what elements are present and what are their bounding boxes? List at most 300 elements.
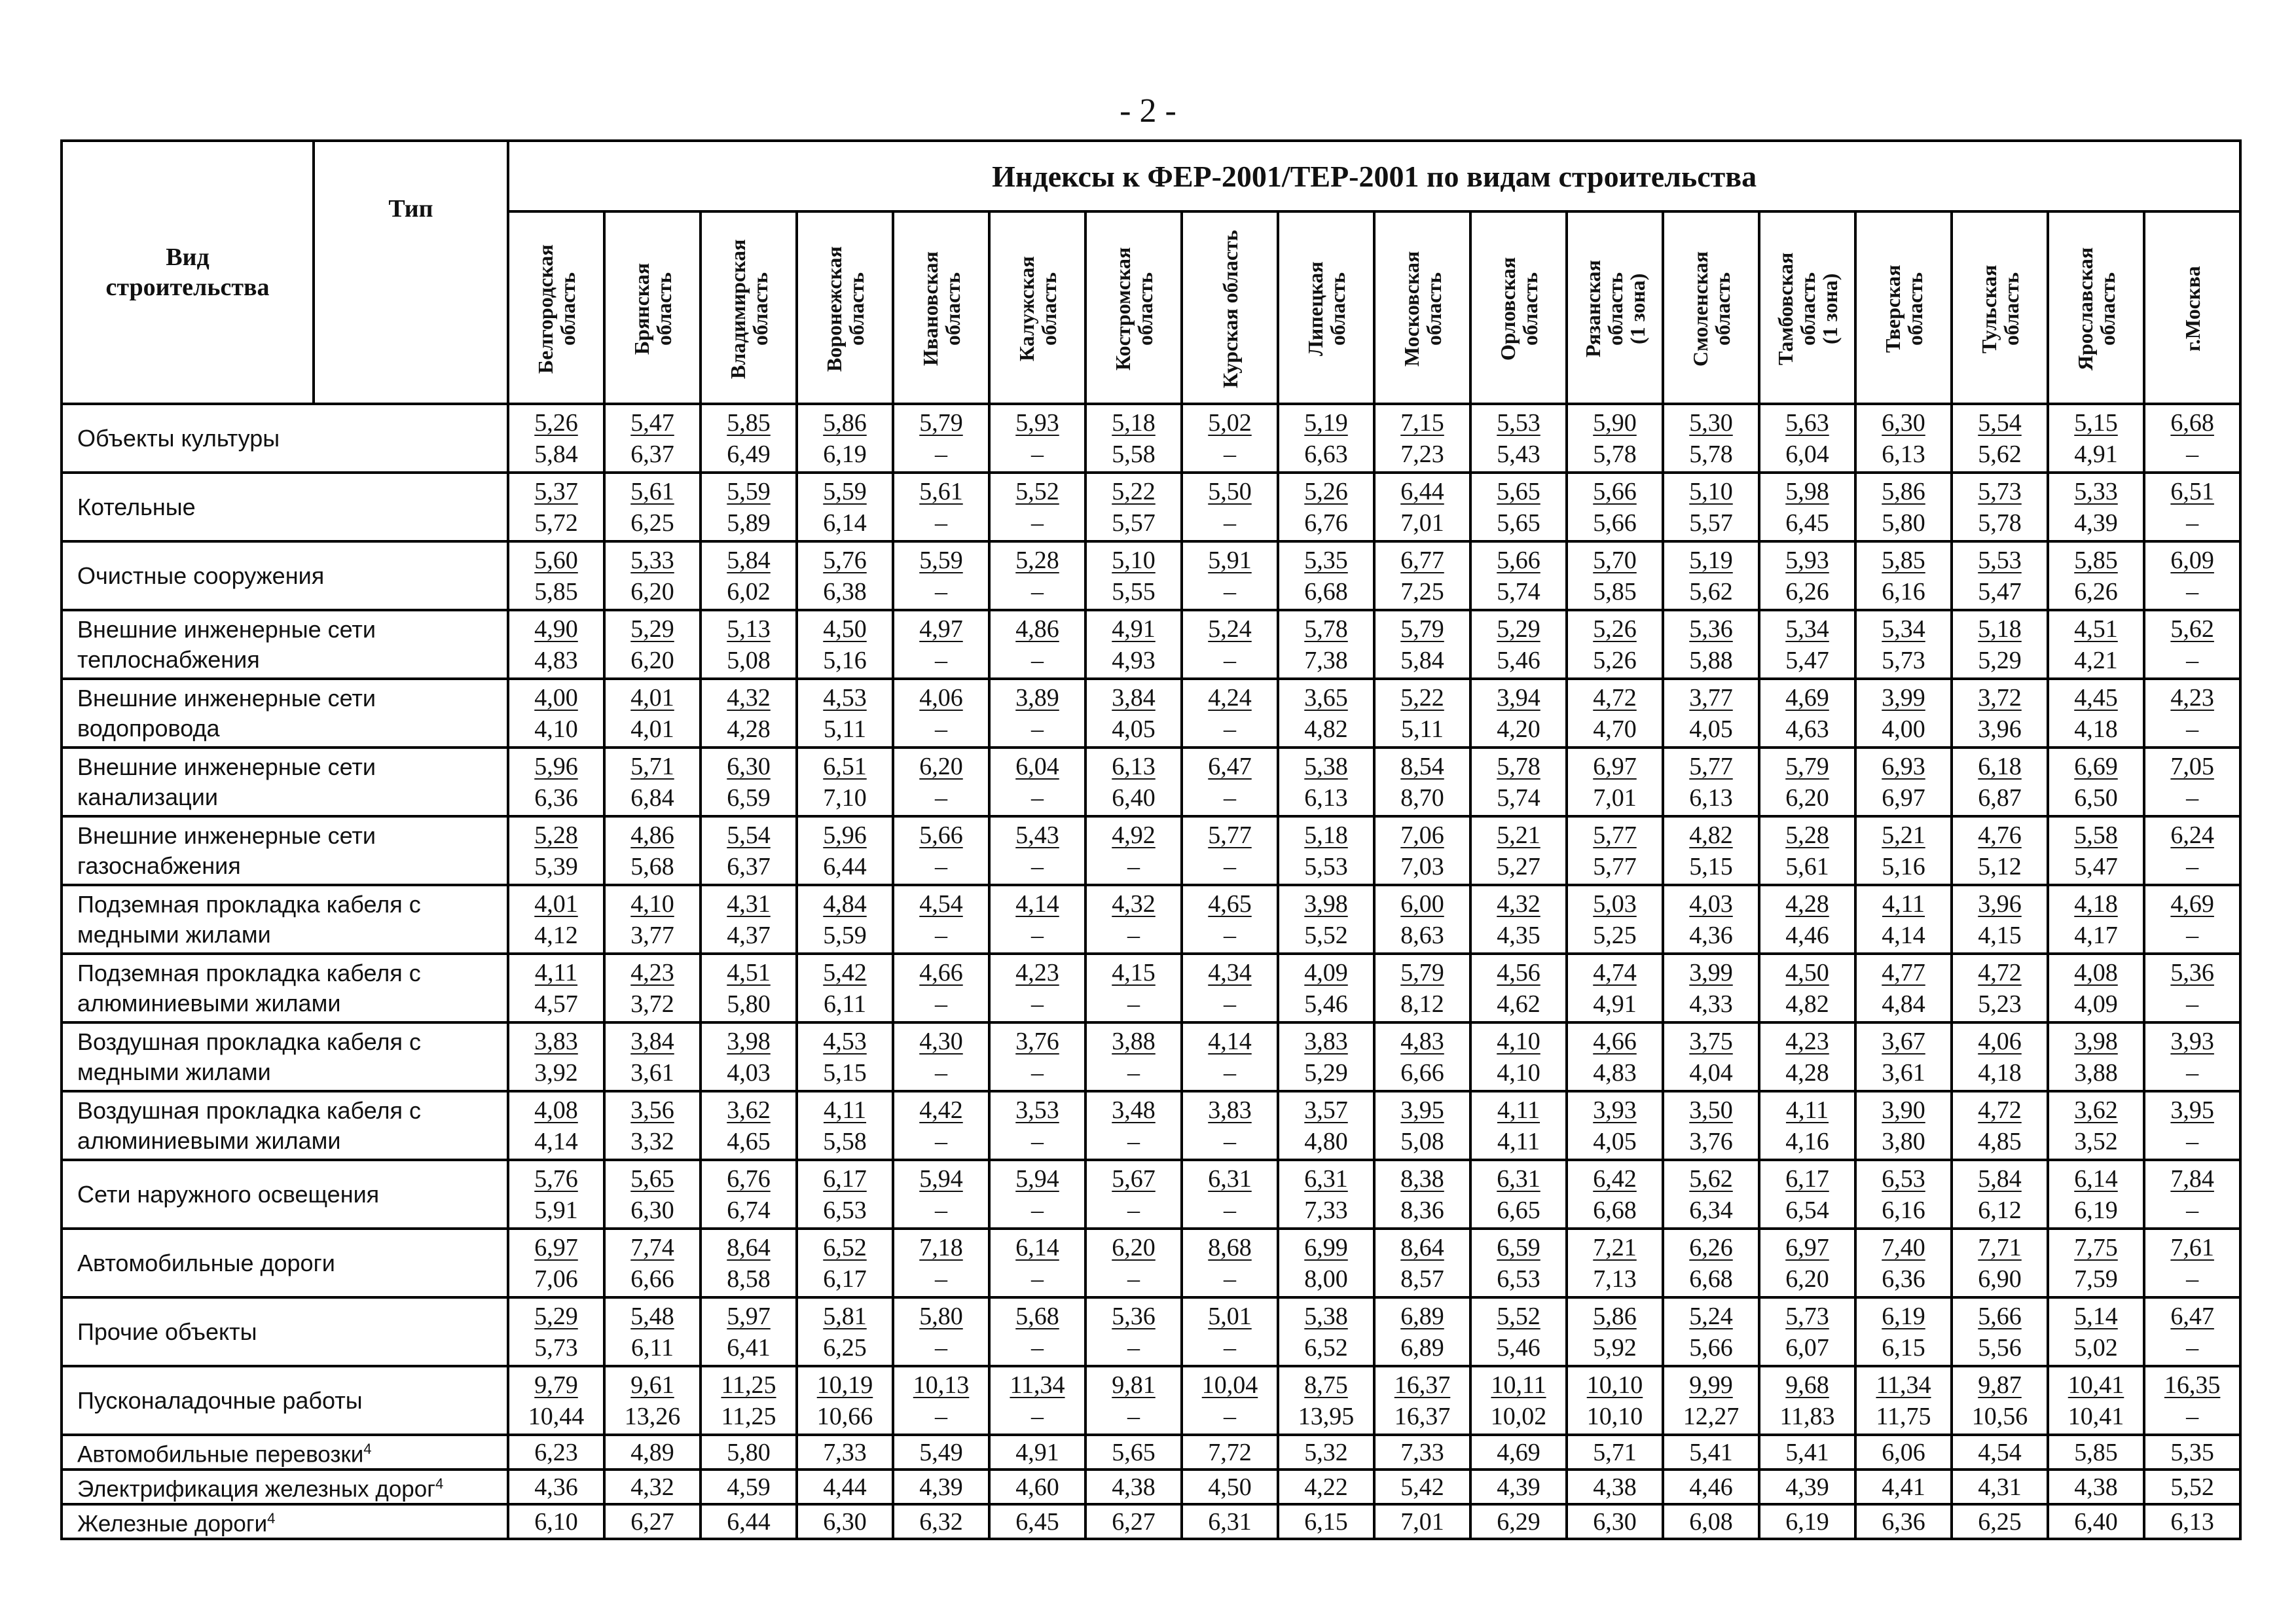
fer-index-value: 5,43 xyxy=(1015,821,1059,849)
fer-index-value: 6,42 xyxy=(1593,1164,1637,1193)
region-header xyxy=(2048,211,2144,404)
index-cell xyxy=(1374,885,1470,954)
ter-index-value: 8,00 xyxy=(1304,1265,1348,1293)
ter-index-value: – xyxy=(1127,1402,1140,1430)
ter-index-value: 6,36 xyxy=(1882,1265,1925,1293)
index-cell xyxy=(1085,404,1182,473)
ter-index-value: 7,38 xyxy=(1304,646,1348,674)
ter-index-value: – xyxy=(1224,577,1236,605)
fer-index-value: 5,61 xyxy=(630,477,674,505)
ter-index-value: 6,63 xyxy=(1304,440,1348,468)
ter-index-value: 6,59 xyxy=(727,784,771,812)
index-cell xyxy=(1855,541,1952,610)
ter-index-value: – xyxy=(1127,1265,1140,1293)
ter-index-value: – xyxy=(2186,440,2199,468)
ter-index-value: 5,27 xyxy=(1497,852,1540,880)
fer-index-value: 4,11 xyxy=(534,958,578,986)
fer-index-value: 5,19 xyxy=(1689,546,1733,574)
fer-index-value: 4,92 xyxy=(1112,821,1156,849)
index-cell xyxy=(2048,473,2144,541)
index-cell xyxy=(2048,610,2144,679)
ter-index-value: 6,11 xyxy=(630,1333,674,1362)
region-name: Ярославская область xyxy=(2073,247,2119,371)
index-cell xyxy=(893,610,989,679)
fer-index-value: 10,10 xyxy=(1586,1371,1643,1399)
ter-index-value: 6,76 xyxy=(1304,509,1348,537)
fer-index-value: 8,64 xyxy=(1400,1233,1444,1261)
fer-index-value: 5,52 xyxy=(1497,1302,1540,1330)
index-cell xyxy=(1567,610,1663,679)
fer-index-value: 5,10 xyxy=(1689,477,1733,505)
fer-index-value: 3,96 xyxy=(1978,890,2022,918)
index-cell xyxy=(1567,404,1663,473)
ter-index-value: 5,12 xyxy=(1978,852,2022,880)
construction-index-table xyxy=(60,139,2242,1540)
fer-index-value: 4,23 xyxy=(2170,683,2214,712)
ter-index-value: 4,91 xyxy=(2074,440,2118,468)
ter-index-value: 6,16 xyxy=(1882,1196,1925,1224)
fer-index-value: 5,60 xyxy=(534,546,578,574)
ter-index-value: 4,18 xyxy=(2074,715,2118,743)
footnote-marker: 4 xyxy=(267,1510,276,1527)
ter-index-value: 4,21 xyxy=(2074,646,2118,674)
fer-index-value: 16,35 xyxy=(2164,1371,2221,1399)
ter-index-value: – xyxy=(1224,1402,1236,1430)
fer-index-value: 5,26 xyxy=(1593,615,1637,643)
ter-index-value: – xyxy=(1127,990,1140,1018)
ter-index-value: – xyxy=(1224,784,1236,812)
index-cell xyxy=(604,1366,701,1435)
ter-index-value: 4,93 xyxy=(1112,646,1156,674)
index-value: 5,41 xyxy=(1663,1435,1759,1470)
ter-index-value: – xyxy=(1031,646,1044,674)
ter-index-value: – xyxy=(1224,1058,1236,1087)
fer-index-value: 5,70 xyxy=(1593,546,1637,574)
ter-index-value: – xyxy=(1224,440,1236,468)
index-cell xyxy=(2048,954,2144,1022)
index-cell xyxy=(1470,1022,1567,1091)
index-cell xyxy=(2048,679,2144,748)
index-cell xyxy=(893,473,989,541)
index-cell xyxy=(1085,1160,1182,1229)
fer-index-value: 4,74 xyxy=(1593,958,1637,986)
construction-type-name: Внешние инженерные сети водопровода xyxy=(62,679,508,748)
index-cell xyxy=(701,1022,797,1091)
fer-index-value: 4,34 xyxy=(1208,958,1252,986)
fer-index-value: 6,89 xyxy=(1400,1302,1444,1330)
fer-index-value: 3,95 xyxy=(2170,1096,2214,1124)
fer-index-value: 4,51 xyxy=(2074,615,2118,643)
index-cell xyxy=(797,1022,893,1091)
fer-index-value: 5,47 xyxy=(630,408,674,437)
ter-index-value: 4,65 xyxy=(727,1127,771,1155)
header-tip-label: Тип xyxy=(388,195,433,223)
construction-type-name: Подземная прокладка кабеля с алюминиевыми жилами xyxy=(62,954,508,1022)
index-cell xyxy=(1952,404,2048,473)
fer-index-value: 8,64 xyxy=(727,1233,771,1261)
fer-index-value: 4,09 xyxy=(1304,958,1348,986)
index-cell xyxy=(2144,1297,2240,1366)
ter-index-value: 3,72 xyxy=(630,990,674,1018)
ter-index-value: 4,04 xyxy=(1689,1058,1733,1087)
index-cell xyxy=(508,610,604,679)
index-cell xyxy=(1952,1297,2048,1366)
index-cell xyxy=(1759,885,1855,954)
ter-index-value: 6,04 xyxy=(1785,440,1829,468)
index-cell xyxy=(1085,679,1182,748)
index-value: 4,36 xyxy=(508,1470,604,1504)
ter-index-value: – xyxy=(1031,784,1044,812)
fer-index-value: 5,85 xyxy=(2074,546,2118,574)
index-value: 6,13 xyxy=(2144,1504,2240,1539)
table-row xyxy=(62,954,2240,1022)
index-cell xyxy=(701,473,797,541)
index-cell xyxy=(1855,1160,1952,1229)
index-cell xyxy=(1567,541,1663,610)
ter-index-value: 5,88 xyxy=(1689,646,1733,674)
fer-index-value: 6,47 xyxy=(2170,1302,2214,1330)
ter-index-value: 6,89 xyxy=(1400,1333,1444,1362)
ter-index-value: – xyxy=(935,1127,947,1155)
fer-index-value: 3,94 xyxy=(1497,683,1540,712)
construction-type-name: Объекты культуры xyxy=(62,404,508,473)
fer-index-value: 5,50 xyxy=(1208,477,1252,505)
index-cell xyxy=(1374,1160,1470,1229)
fer-index-value: 5,77 xyxy=(1689,752,1733,780)
index-cell xyxy=(508,885,604,954)
ter-index-value: – xyxy=(1127,1196,1140,1224)
ter-index-value: 5,66 xyxy=(1689,1333,1733,1362)
fer-index-value: 5,29 xyxy=(534,1302,578,1330)
header-vid-label: Вид строительства xyxy=(105,244,270,301)
fer-index-value: 11,34 xyxy=(1876,1371,1931,1399)
ter-index-value: 6,68 xyxy=(1593,1196,1637,1224)
ter-index-value: 5,15 xyxy=(1689,852,1733,880)
index-value: 4,69 xyxy=(1470,1435,1567,1470)
fer-index-value: 4,77 xyxy=(1882,958,1925,986)
index-cell xyxy=(2144,1229,2240,1297)
fer-index-value: 5,94 xyxy=(1015,1164,1059,1193)
table-row xyxy=(62,1470,2240,1504)
construction-type-name: Воздушная прокладка кабеля с алюминиевыми жилами xyxy=(62,1091,508,1160)
fer-index-value: 3,72 xyxy=(1978,683,2022,712)
fer-index-value: 5,58 xyxy=(2074,821,2118,849)
index-cell xyxy=(1663,954,1759,1022)
fer-index-value: 5,28 xyxy=(534,821,578,849)
ter-index-value: – xyxy=(2186,577,2199,605)
fer-index-value: 5,54 xyxy=(727,821,771,849)
index-cell xyxy=(508,1160,604,1229)
index-cell xyxy=(604,1022,701,1091)
index-cell xyxy=(2144,679,2240,748)
index-cell xyxy=(1855,404,1952,473)
index-cell xyxy=(2144,816,2240,885)
fer-index-value: 6,19 xyxy=(1882,1302,1925,1330)
index-cell xyxy=(604,1229,701,1297)
ter-index-value: 4,17 xyxy=(2074,921,2118,949)
ter-index-value: 4,80 xyxy=(1304,1127,1348,1155)
fer-index-value: 3,48 xyxy=(1112,1096,1156,1124)
ter-index-value: 4,05 xyxy=(1593,1127,1637,1155)
fer-index-value: 5,91 xyxy=(1208,546,1252,574)
table-row xyxy=(62,816,2240,885)
fer-index-value: 5,38 xyxy=(1304,1302,1348,1330)
index-cell xyxy=(1182,1022,1278,1091)
fer-index-value: 5,97 xyxy=(727,1302,771,1330)
index-cell xyxy=(701,816,797,885)
ter-index-value: 5,47 xyxy=(1785,646,1829,674)
index-cell xyxy=(1278,404,1374,473)
index-cell xyxy=(1085,1297,1182,1366)
index-cell xyxy=(1182,1229,1278,1297)
fer-index-value: 3,83 xyxy=(1208,1096,1252,1124)
fer-index-value: 5,53 xyxy=(1497,408,1540,437)
fer-index-value: 5,03 xyxy=(1593,890,1637,918)
ter-index-value: – xyxy=(1031,509,1044,537)
fer-index-value: 4,50 xyxy=(823,615,867,643)
fer-index-value: 5,36 xyxy=(1112,1302,1156,1330)
fer-index-value: 5,86 xyxy=(1882,477,1925,505)
fer-index-value: 5,34 xyxy=(1882,615,1925,643)
table-row xyxy=(62,885,2240,954)
index-cell xyxy=(2144,1160,2240,1229)
index-cell xyxy=(508,748,604,816)
ter-index-value: 5,57 xyxy=(1689,509,1733,537)
ter-index-value: 5,92 xyxy=(1593,1333,1637,1362)
ter-index-value: 3,77 xyxy=(630,921,674,949)
fer-index-value: 5,73 xyxy=(1978,477,2022,505)
index-cell xyxy=(1470,1229,1567,1297)
index-cell xyxy=(797,1091,893,1160)
index-cell xyxy=(1278,885,1374,954)
ter-index-value: 5,89 xyxy=(727,509,771,537)
ter-index-value: 4,46 xyxy=(1785,921,1829,949)
region-header xyxy=(797,211,893,404)
ter-index-value: 6,34 xyxy=(1689,1196,1733,1224)
index-cell xyxy=(1085,541,1182,610)
index-cell xyxy=(1470,473,1567,541)
fer-index-value: 5,81 xyxy=(823,1302,867,1330)
ter-index-value: 8,70 xyxy=(1400,784,1444,812)
fer-index-value: 5,93 xyxy=(1785,546,1829,574)
fer-index-value: 5,78 xyxy=(1304,615,1348,643)
fer-index-value: 4,01 xyxy=(630,683,674,712)
index-value: 6,30 xyxy=(1567,1504,1663,1539)
fer-index-value: 4,66 xyxy=(1593,1027,1637,1055)
ter-index-value: 4,14 xyxy=(1882,921,1925,949)
index-value: 7,72 xyxy=(1182,1435,1278,1470)
fer-index-value: 5,85 xyxy=(1882,546,1925,574)
ter-index-value: 6,19 xyxy=(823,440,867,468)
ter-index-value: – xyxy=(2186,1402,2199,1430)
fer-index-value: 7,06 xyxy=(1400,821,1444,849)
ter-index-value: 5,16 xyxy=(1882,852,1925,880)
index-cell xyxy=(1085,1366,1182,1435)
index-cell xyxy=(1759,610,1855,679)
ter-index-value: 4,62 xyxy=(1497,990,1540,1018)
ter-index-value: 10,41 xyxy=(2068,1402,2124,1430)
index-cell xyxy=(604,816,701,885)
fer-index-value: 6,51 xyxy=(823,752,867,780)
fer-index-value: 7,18 xyxy=(919,1233,963,1261)
ter-index-value: 6,26 xyxy=(1785,577,1829,605)
ter-index-value: 6,54 xyxy=(1785,1196,1829,1224)
index-cell xyxy=(893,885,989,954)
index-cell xyxy=(893,748,989,816)
index-cell xyxy=(1470,404,1567,473)
fer-index-value: 6,30 xyxy=(1882,408,1925,437)
ter-index-value: 5,11 xyxy=(1400,715,1444,743)
index-cell xyxy=(1663,541,1759,610)
fer-index-value: 5,29 xyxy=(1497,615,1540,643)
index-cell xyxy=(1855,610,1952,679)
ter-index-value: 5,56 xyxy=(1978,1333,2022,1362)
region-name: Тульская область xyxy=(1977,264,2023,353)
region-header xyxy=(2144,211,2240,404)
index-cell xyxy=(1663,1022,1759,1091)
ter-index-value: 7,25 xyxy=(1400,577,1444,605)
index-cell xyxy=(1374,541,1470,610)
index-cell xyxy=(1855,679,1952,748)
index-cell xyxy=(1374,1297,1470,1366)
index-cell xyxy=(1855,473,1952,541)
fer-index-value: 6,04 xyxy=(1015,752,1059,780)
index-cell xyxy=(1182,1160,1278,1229)
fer-index-value: 4,00 xyxy=(534,683,578,712)
ter-index-value: 6,87 xyxy=(1978,784,2022,812)
index-value: 4,38 xyxy=(1567,1470,1663,1504)
fer-index-value: 5,66 xyxy=(1593,477,1637,505)
index-cell xyxy=(1952,1366,2048,1435)
index-value: 5,80 xyxy=(701,1435,797,1470)
region-header xyxy=(1855,211,1952,404)
fer-index-value: 6,77 xyxy=(1400,546,1444,574)
ter-index-value: 4,28 xyxy=(727,715,771,743)
index-cell xyxy=(893,816,989,885)
construction-type-name: Воздушная прокладка кабеля с медными жилами xyxy=(62,1022,508,1091)
ter-index-value: 6,07 xyxy=(1785,1333,1829,1362)
fer-index-value: 10,13 xyxy=(913,1371,970,1399)
ter-index-value: – xyxy=(1224,990,1236,1018)
fer-index-value: 3,98 xyxy=(1304,890,1348,918)
index-value: 4,50 xyxy=(1182,1470,1278,1504)
fer-index-value: 9,79 xyxy=(534,1371,578,1399)
index-cell xyxy=(797,885,893,954)
fer-index-value: 8,38 xyxy=(1400,1164,1444,1193)
ter-index-value: 4,10 xyxy=(1497,1058,1540,1087)
ter-index-value: 4,83 xyxy=(1593,1058,1637,1087)
ter-index-value: – xyxy=(2186,1333,2199,1362)
index-cell xyxy=(1759,1229,1855,1297)
ter-index-value: – xyxy=(935,1058,947,1087)
ter-index-value: 6,53 xyxy=(823,1196,867,1224)
index-cell xyxy=(2144,954,2240,1022)
index-cell xyxy=(989,610,1085,679)
ter-index-value: 5,78 xyxy=(1978,509,2022,537)
fer-index-value: 4,45 xyxy=(2074,683,2118,712)
ter-index-value: 5,46 xyxy=(1304,990,1348,1018)
fer-index-value: 5,22 xyxy=(1400,683,1444,712)
region-header xyxy=(508,211,604,404)
index-cell xyxy=(1470,541,1567,610)
index-value: 5,65 xyxy=(1085,1435,1182,1470)
fer-index-value: 3,93 xyxy=(2170,1027,2214,1055)
ter-index-value: 4,37 xyxy=(727,921,771,949)
ter-index-value: 10,44 xyxy=(528,1402,585,1430)
index-value: 7,33 xyxy=(797,1435,893,1470)
fer-index-value: 5,28 xyxy=(1015,546,1059,574)
index-cell xyxy=(1759,473,1855,541)
index-cell xyxy=(1855,1229,1952,1297)
ter-index-value: 16,37 xyxy=(1394,1402,1451,1430)
ter-index-value: 6,30 xyxy=(630,1196,674,1224)
ter-index-value: 5,47 xyxy=(2074,852,2118,880)
construction-type-name: Пусконаладочные работы xyxy=(62,1366,508,1435)
ter-index-value: 5,47 xyxy=(1978,577,2022,605)
ter-index-value: – xyxy=(1224,921,1236,949)
ter-index-value: 4,20 xyxy=(1497,715,1540,743)
fer-index-value: 4,76 xyxy=(1978,821,2022,849)
index-cell xyxy=(1663,885,1759,954)
table-row xyxy=(62,610,2240,679)
index-value: 6,06 xyxy=(1855,1435,1952,1470)
ter-index-value: 6,52 xyxy=(1304,1333,1348,1362)
index-cell xyxy=(893,1091,989,1160)
index-cell xyxy=(1278,1366,1374,1435)
ter-index-value: 11,83 xyxy=(1779,1402,1835,1430)
fer-index-value: 6,30 xyxy=(727,752,771,780)
ter-index-value: 6,25 xyxy=(630,509,674,537)
index-cell xyxy=(604,679,701,748)
ter-index-value: 4,85 xyxy=(1978,1127,2022,1155)
fer-index-value: 3,53 xyxy=(1015,1096,1059,1124)
fer-index-value: 5,28 xyxy=(1785,821,1829,849)
fer-index-value: 6,09 xyxy=(2170,546,2214,574)
ter-index-value: 6,14 xyxy=(823,509,867,537)
fer-index-value: 5,10 xyxy=(1112,546,1156,574)
ter-index-value: 6,45 xyxy=(1785,509,1829,537)
index-value: 6,32 xyxy=(893,1504,989,1539)
fer-index-value: 5,33 xyxy=(2074,477,2118,505)
index-cell xyxy=(797,1366,893,1435)
index-value: 4,44 xyxy=(797,1470,893,1504)
index-cell xyxy=(1085,1022,1182,1091)
index-cell xyxy=(797,679,893,748)
index-cell xyxy=(604,610,701,679)
header-row-1 xyxy=(62,141,2240,211)
index-cell xyxy=(1952,748,2048,816)
ter-index-value: – xyxy=(1224,715,1236,743)
ter-index-value: 5,66 xyxy=(1593,509,1637,537)
ter-index-value: 6,49 xyxy=(727,440,771,468)
fer-index-value: 6,26 xyxy=(1689,1233,1733,1261)
ter-index-value: – xyxy=(1127,852,1140,880)
ter-index-value: – xyxy=(935,440,947,468)
ter-index-value: 5,46 xyxy=(1497,646,1540,674)
ter-index-value: – xyxy=(2186,1265,2199,1293)
index-cell xyxy=(1278,1091,1374,1160)
fer-index-value: 3,62 xyxy=(727,1096,771,1124)
fer-index-value: 3,95 xyxy=(1400,1096,1444,1124)
index-cell xyxy=(2048,1022,2144,1091)
ter-index-value: 8,57 xyxy=(1400,1265,1444,1293)
header-tip xyxy=(314,141,508,404)
index-cell xyxy=(1374,1091,1470,1160)
index-value: 6,19 xyxy=(1759,1504,1855,1539)
index-cell xyxy=(701,541,797,610)
index-cell xyxy=(1567,1366,1663,1435)
fer-index-value: 4,06 xyxy=(919,683,963,712)
